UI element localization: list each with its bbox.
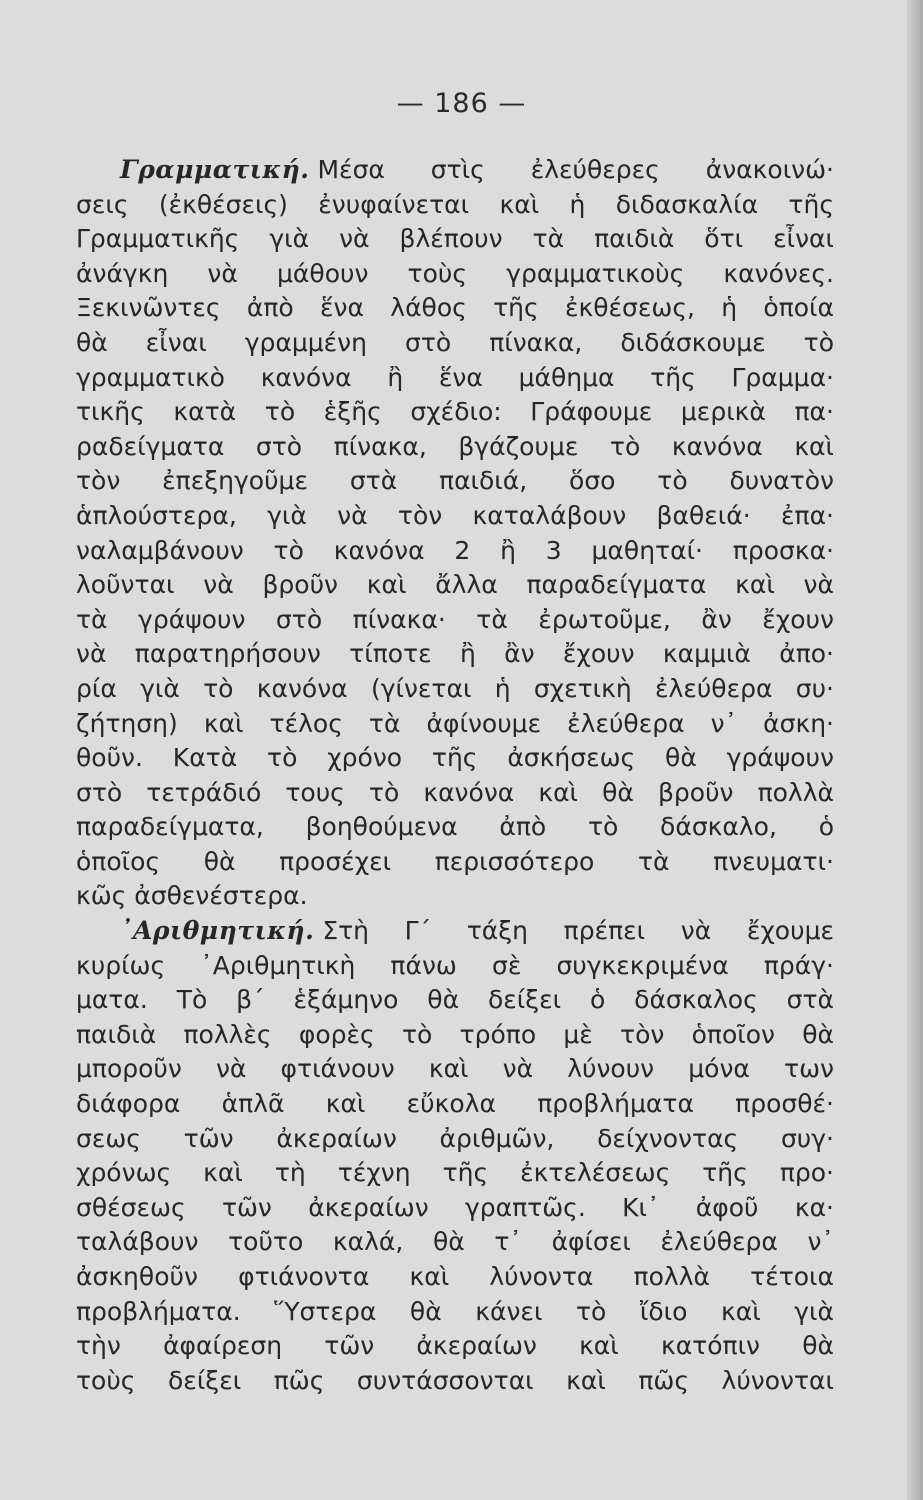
text-line: τὸν ἐπεξηγοῦμε στὰ παιδιά, ὅσο τὸ δυνατὸν: [76, 466, 834, 496]
text-line: ἀσκηθοῦν φτιάνοντα καὶ λύνοντα πολλὰ τέτοια: [76, 1262, 834, 1291]
text-line: [76, 914, 834, 949]
text-line-content: Στὴ Γ΄ τάξη πρέπει νὰ ἔχουμε: [322, 916, 834, 946]
text-line: ματα. Τὸ β΄ ἑξάμηνο θὰ δείξει ὁ δάσκαλος στὰ: [76, 985, 834, 1015]
text-line: τικῆς κατὰ τὸ ἑξῆς σχέδιο: Γράφουμε μερικὰ πα·: [76, 397, 834, 427]
text-line: ὁποῖος θὰ προσέχει περισσότερο τὰ πνευματι·: [76, 846, 834, 876]
text-line: σεις (ἐκθέσεις) ἐνυφαίνεται καὶ ἡ διδασκαλία τῆς: [76, 189, 834, 219]
text-line: ραδείγματα στὸ πίνακα, βγάζουμε τὸ κανόνα καὶ: [76, 431, 834, 461]
text-line: παραδείγματα, βοηθούμενα ἀπὸ τὸ δάσκαλο, ὁ: [76, 812, 834, 842]
text-line: Γραμματικῆς γιὰ νὰ βλέπουν τὰ παιδιὰ ὅτι εἶναι: [76, 224, 834, 254]
section-heading-grammar: Γραμματική.: [120, 155, 310, 184]
text-line: γραμματικὸ κανόνα ἢ ἕνα μάθημα τῆς Γραμμα·: [76, 362, 834, 392]
text-line: προβλήματα. Ὕστερα θὰ κάνει τὸ ἴδιο καὶ γιὰ: [76, 1296, 834, 1326]
text-line: ἁπλούστερα, γιὰ νὰ τὸν καταλάβουν βαθειά· ἐπα·: [76, 500, 834, 530]
text-line: διάφορα ἁπλᾶ καὶ εὔκολα προβλήματα προσθέ·: [76, 1089, 834, 1119]
text-line: σθέσεως τῶν ἀκεραίων γραπτῶς. Κι᾽ ἀφοῦ κα·: [76, 1192, 834, 1222]
text-line: ταλάβουν τοῦτο καλά, θὰ τ᾽ ἀφίσει ἐλεύθερα ν᾽: [76, 1227, 834, 1257]
text-line-content: Μέσα στὶς ἐλεύθερες ἀνακοινώ·: [317, 155, 834, 184]
text-line: ρία γιὰ τὸ κανόνα (γίνεται ἡ σχετικὴ ἐλεύθερα συ·: [76, 673, 834, 703]
text-line: παιδιὰ πολλὲς φορὲς τὸ τρόπο μὲ τὸν ὁποῖον θὰ: [76, 1019, 834, 1049]
text-line: λοῦνται νὰ βροῦν καὶ ἄλλα παραδείγματα καὶ νὰ: [76, 570, 834, 600]
text-line: τὰ γράψουν στὸ πίνακα· τὰ ἐρωτοῦμε, ἂν ἔχουν: [76, 604, 834, 634]
page-spine-shadow: [907, 0, 923, 1500]
text-line: σεως τῶν ἀκεραίων ἀριθμῶν, δείχνοντας συγ·: [76, 1123, 834, 1153]
text-line: [76, 153, 834, 188]
text-line: ζήτηση) καὶ τέλος τὰ ἀφίνουμε ἐλεύθερα ν᾽ ἀσκη·: [76, 708, 834, 738]
text-line: Ξεκινῶντες ἀπὸ ἕνα λάθος τῆς ἐκθέσεως, ἡ ὁποία: [76, 293, 834, 323]
text-line: τοὺς δείξει πῶς συντάσσονται καὶ πῶς λύνονται: [76, 1365, 834, 1395]
text-line: ναλαμβάνουν τὸ κανόνα 2 ἢ 3 μαθηταί· προσκα·: [76, 535, 834, 565]
page-number: — 186 —: [396, 88, 527, 119]
text-line: θοῦν. Κατὰ τὸ χρόνο τῆς ἀσκήσεως θὰ γράψουν: [76, 743, 834, 773]
body-text: [76, 153, 834, 1398]
text-line: νὰ παρατηρήσουν τίποτε ἢ ἂν ἔχουν καμμιὰ ἀπο·: [76, 639, 834, 669]
text-line: κῶς ἀσθενέστερα.: [76, 881, 308, 911]
text-line: ἀνάγκη νὰ μάθουν τοὺς γραμματικοὺς κανόνες.: [76, 258, 834, 288]
text-line: κυρίως ᾽Αριθμητικὴ πάνω σὲ συγκεκριμένα πράγ·: [76, 950, 834, 980]
text-line: χρόνως καὶ τὴ τέχνη τῆς ἐκτελέσεως τῆς προ·: [76, 1158, 834, 1188]
text-line: μποροῦν νὰ φτιάνουν καὶ νὰ λύνουν μόνα των: [76, 1054, 834, 1084]
text-line: θὰ εἶναι γραμμένη στὸ πίνακα, διδάσκουμε τὸ: [76, 327, 834, 357]
text-line: στὸ τετράδιό τους τὸ κανόνα καὶ θὰ βροῦν πολλὰ: [76, 777, 834, 807]
section-heading-arithmetic: ᾽Αριθμητική.: [120, 916, 315, 946]
text-line: τὴν ἀφαίρεση τῶν ἀκεραίων καὶ κατόπιν θὰ: [76, 1331, 834, 1361]
